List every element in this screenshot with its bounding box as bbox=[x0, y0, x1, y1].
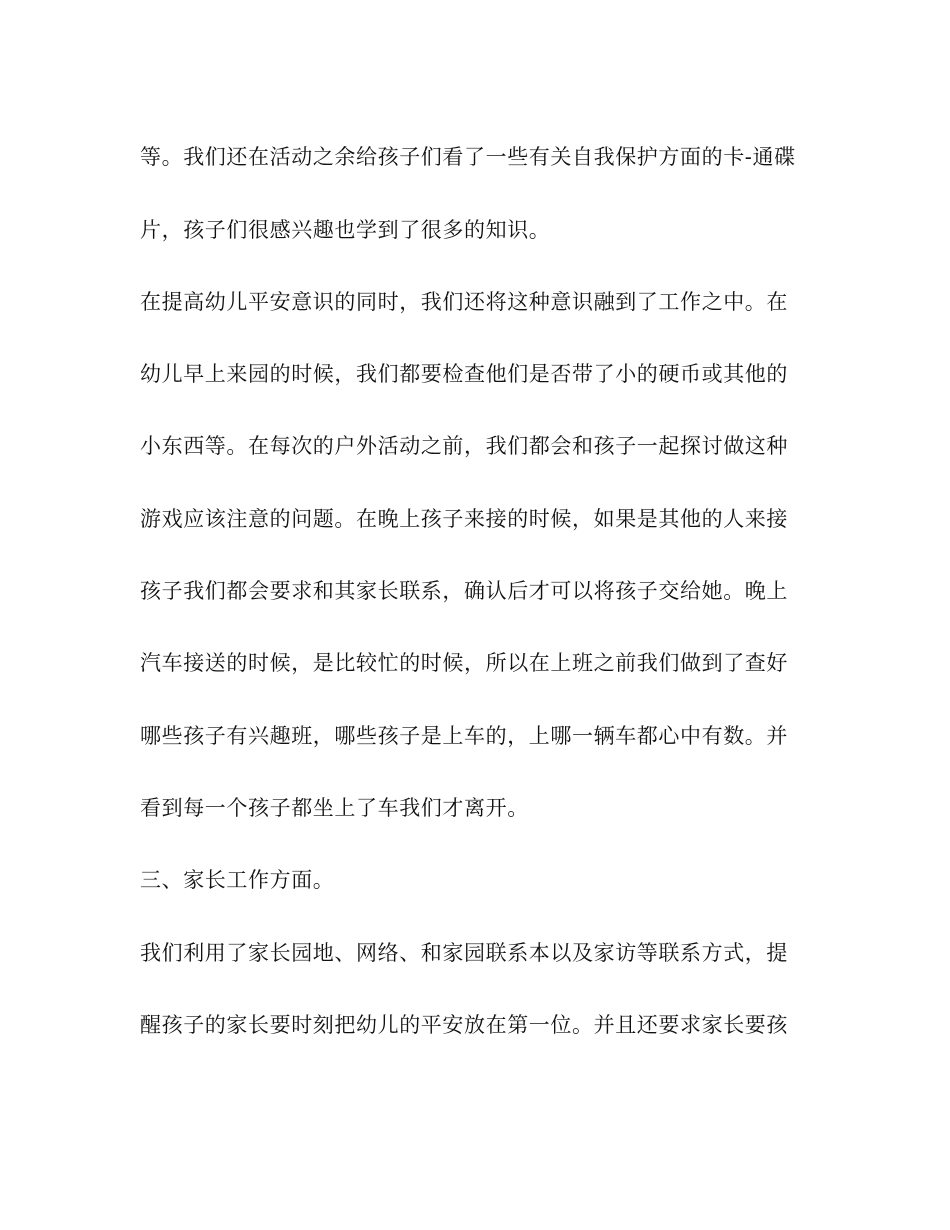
text-line: 汽车接送的时候，是比较忙的时候，所以在上班之前我们做到了查好 bbox=[140, 651, 788, 675]
text-line: 等。我们还在活动之余给孩子们看了一些有关自我保护方面的卡-通碟 bbox=[140, 145, 796, 169]
text-line: 在提高幼儿平安意识的同时，我们还将这种意识融到了工作之中。在 bbox=[140, 290, 788, 314]
text-line: 哪些孩子有兴趣班，哪些孩子是上车的，上哪一辆车都心中有数。并 bbox=[140, 724, 788, 748]
text-line: 片，孩子们很感兴趣也学到了很多的知识。 bbox=[140, 218, 551, 242]
text-line: 小东西等。在每次的户外活动之前，我们都会和孩子一起探讨做这种 bbox=[140, 434, 788, 458]
text-line: 孩子我们都会要求和其家长联系，确认后才可以将孩子交给她。晚上 bbox=[140, 579, 788, 603]
text-line: 游戏应该注意的问题。在晚上孩子来接的时候，如果是其他的人来接 bbox=[140, 507, 788, 531]
text-line: 我们利用了家长园地、网络、和家园联系本以及家访等联系方式，提 bbox=[140, 941, 788, 965]
text-line: 醒孩子的家长要时刻把幼儿的平安放在第一位。并且还要求家长要孩 bbox=[140, 1013, 788, 1037]
section-heading: 三、家长工作方面。 bbox=[140, 868, 335, 892]
text-line: 幼儿早上来园的时候，我们都要检查他们是否带了小的硬币或其他的 bbox=[140, 362, 788, 386]
text-line: 看到每一个孩子都坐上了车我们才离开。 bbox=[140, 796, 529, 820]
